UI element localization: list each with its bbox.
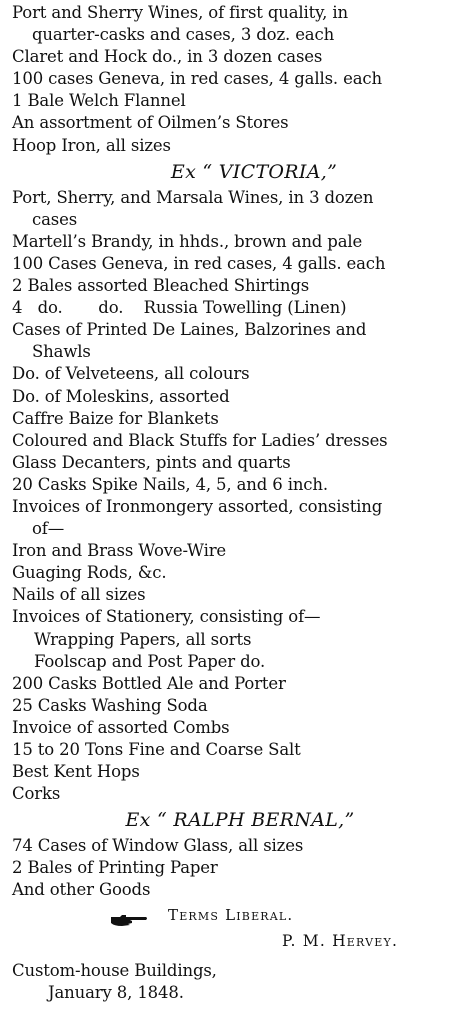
goods-line: Foolscap and Post Paper do. [34,651,266,671]
goods-line: 2 Bales of Printing Paper [12,858,218,878]
goods-line: Port and Sherry Wines, of first quality, in [12,3,348,22]
goods-line: Invoice of assorted Combs [12,717,230,737]
terms-line [12,902,468,928]
goods-line: 25 Casks Washing Soda [12,695,208,715]
ship-heading-ralph-bernal: Ex “ RALPH BERNAL,” [125,809,355,832]
goods-line: Best Kent Hops [12,762,140,782]
goods-line: 4 do. do. Russia Towelling (Linen) [12,298,347,318]
address-line: Custom-house Buildings, [12,960,217,980]
goods-line: 2 Bales assorted Bleached Shirtings [12,276,310,296]
goods-line: Martell’s Brandy, in hhds., brown and pale [12,231,363,251]
goods-line: 100 cases Geneva, in red cases, 4 galls. each [12,69,382,89]
goods-line: Corks [12,784,61,804]
goods-line: An assortment of Oilmen’s Stores [12,113,289,133]
goods-line: Coloured and Black Stuffs for Ladies’ dresses [12,430,388,450]
goods-line: Iron and Brass Wove-Wire [12,541,227,561]
goods-line: 1 Bale Welch Flannel [12,91,186,111]
date-line: January 8, 1848. [48,982,184,1002]
goods-line: 74 Cases of Window Glass, all sizes [12,836,304,856]
ship-heading-victoria: Ex “ VICTORIA,” [170,160,338,183]
goods-line: 15 to 20 Tons Fine and Coarse Salt [12,740,301,759]
goods-line: Nails of all sizes [12,585,146,605]
goods-line: cases [32,209,78,229]
goods-line: quarter-casks and cases, 3 doz. each [32,25,335,45]
goods-line: Do. of Velveteens, all colours [12,364,250,384]
goods-line: of— [32,519,65,539]
goods-line: 200 Casks Bottled Ale and Porter [12,673,286,693]
goods-line: Cases of Printed De Laines, Balzorines and [12,320,367,340]
goods-line: Shawls [32,342,91,362]
goods-line: Caffre Baize for Blankets [12,408,219,428]
goods-line: Do. of Moleskins, assorted [12,386,230,406]
goods-line: Glass Decanters, pints and quarts [12,452,291,472]
goods-line: Guaging Rods, &c. [12,563,167,583]
signature: P. M. Hervey. [282,931,399,950]
terms-text: Terms Liberal. [168,905,294,924]
goods-line: Claret and Hock do., in 3 dozen cases [12,47,323,67]
goods-line: Hoop Iron, all sizes [12,135,171,155]
goods-line: 100 Cases Geneva, in red cases, 4 galls. each [12,253,386,273]
goods-line: And other Goods [12,880,151,900]
goods-line: 20 Casks Spike Nails, 4, 5, and 6 inch. [12,474,328,494]
goods-line: Invoices of Stationery, consisting of— [12,607,321,627]
goods-line: Port, Sherry, and Marsala Wines, in 3 dozen [12,187,374,207]
goods-line: Wrapping Papers, all sorts [34,629,252,649]
goods-line: Invoices of Ironmongery assorted, consisting [12,496,383,516]
pointing-hand-icon [110,909,148,923]
